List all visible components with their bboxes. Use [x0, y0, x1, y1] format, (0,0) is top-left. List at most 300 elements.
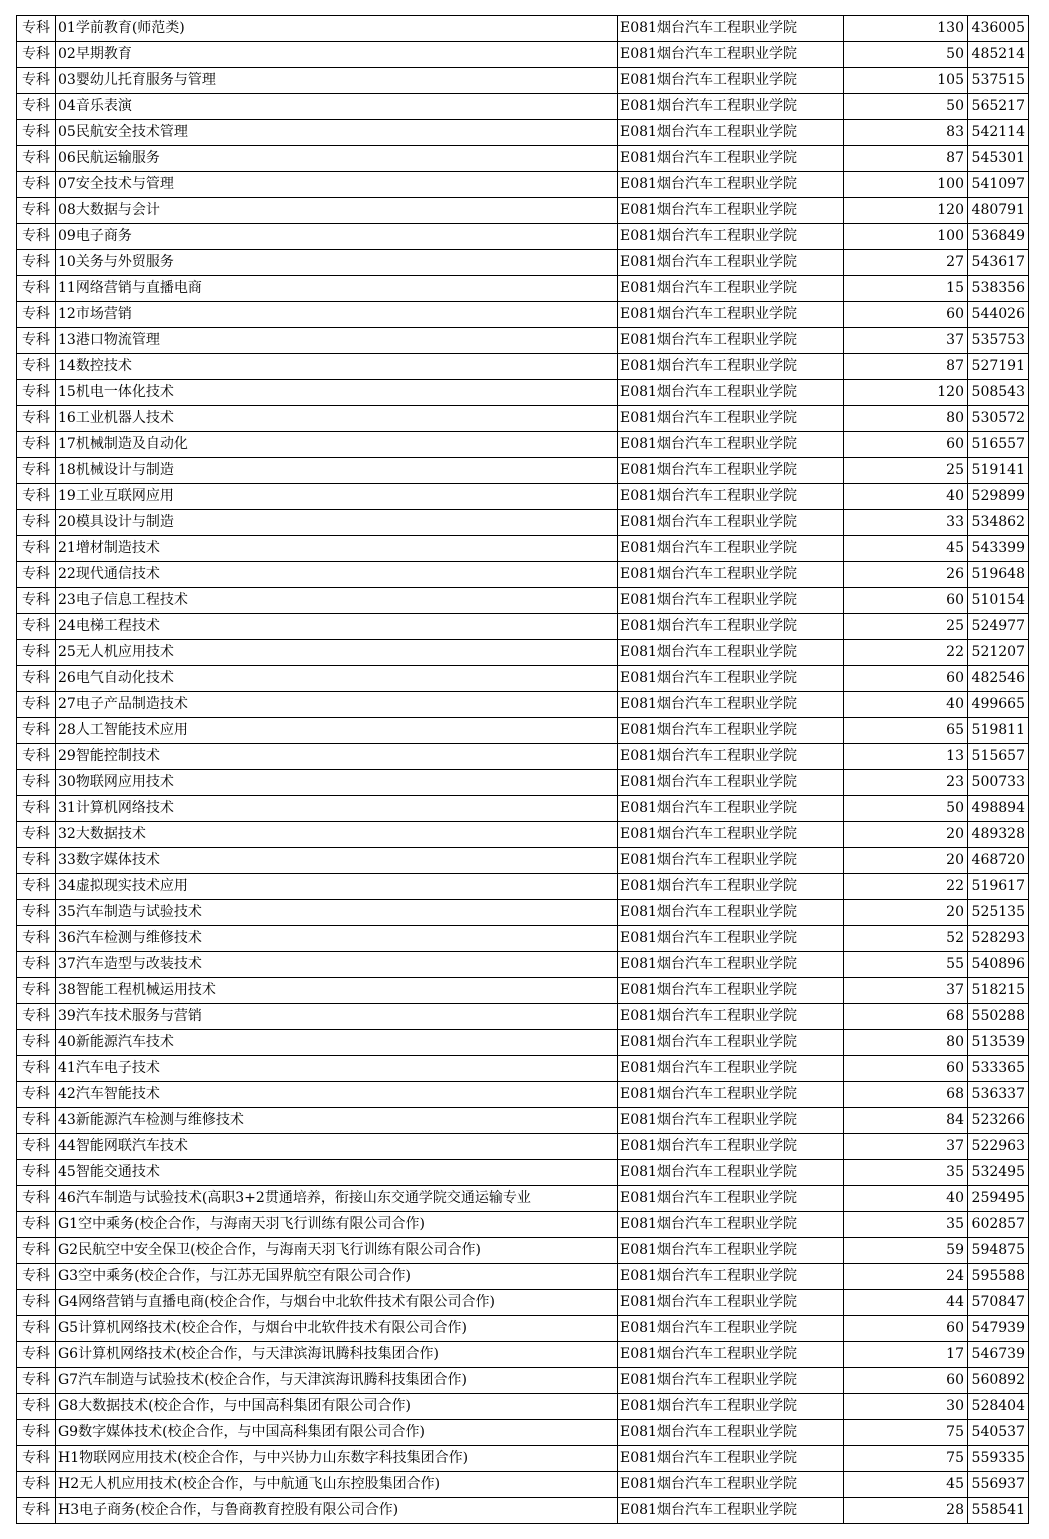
plan-count-cell: 52 — [844, 926, 968, 952]
plan-count-cell: 15 — [844, 276, 968, 302]
level-cell: 专科 — [17, 718, 56, 744]
table-row — [17, 562, 1029, 588]
school-cell: E081烟台汽车工程职业学院 — [618, 770, 844, 796]
table-row — [17, 1342, 1029, 1368]
major-cell: 25无人机应用技术 — [56, 640, 618, 666]
min-rank-cell: 540537 — [968, 1420, 1029, 1446]
min-rank-cell: 538356 — [968, 276, 1029, 302]
plan-count-cell: 27 — [844, 250, 968, 276]
plan-count-cell: 37 — [844, 978, 968, 1004]
school-cell: E081烟台汽车工程职业学院 — [618, 1290, 844, 1316]
major-cell: 18机械设计与制造 — [56, 458, 618, 484]
plan-count-cell: 100 — [844, 224, 968, 250]
min-rank-cell: 558541 — [968, 1498, 1029, 1524]
plan-count-cell: 60 — [844, 1368, 968, 1394]
major-cell: 46汽车制造与试验技术(高职3+2贯通培养，衔接山东交通学院交通运输专业 — [56, 1186, 618, 1212]
min-rank-cell: 519617 — [968, 874, 1029, 900]
major-cell: 39汽车技术服务与营销 — [56, 1004, 618, 1030]
table-row — [17, 42, 1029, 68]
table-row — [17, 848, 1029, 874]
level-cell: 专科 — [17, 978, 56, 1004]
major-cell: 42汽车智能技术 — [56, 1082, 618, 1108]
plan-count-cell: 84 — [844, 1108, 968, 1134]
table-row — [17, 926, 1029, 952]
school-cell: E081烟台汽车工程职业学院 — [618, 1446, 844, 1472]
school-cell: E081烟台汽车工程职业学院 — [618, 1264, 844, 1290]
min-rank-cell: 533365 — [968, 1056, 1029, 1082]
level-cell: 专科 — [17, 666, 56, 692]
min-rank-cell: 518215 — [968, 978, 1029, 1004]
table-row — [17, 354, 1029, 380]
level-cell: 专科 — [17, 1446, 56, 1472]
plan-count-cell: 20 — [844, 822, 968, 848]
major-cell: 33数字媒体技术 — [56, 848, 618, 874]
table-row — [17, 1082, 1029, 1108]
level-cell: 专科 — [17, 354, 56, 380]
major-cell: 22现代通信技术 — [56, 562, 618, 588]
school-cell: E081烟台汽车工程职业学院 — [618, 354, 844, 380]
table-row — [17, 484, 1029, 510]
table-row — [17, 1316, 1029, 1342]
plan-count-cell: 60 — [844, 1056, 968, 1082]
min-rank-cell: 543617 — [968, 250, 1029, 276]
major-cell: 20模具设计与制造 — [56, 510, 618, 536]
school-cell: E081烟台汽车工程职业学院 — [618, 666, 844, 692]
school-cell: E081烟台汽车工程职业学院 — [618, 1472, 844, 1498]
table-row — [17, 1290, 1029, 1316]
school-cell: E081烟台汽车工程职业学院 — [618, 276, 844, 302]
min-rank-cell: 595588 — [968, 1264, 1029, 1290]
major-cell: 03婴幼儿托育服务与管理 — [56, 68, 618, 94]
min-rank-cell: 523266 — [968, 1108, 1029, 1134]
plan-count-cell: 50 — [844, 796, 968, 822]
level-cell: 专科 — [17, 42, 56, 68]
plan-count-cell: 75 — [844, 1446, 968, 1472]
min-rank-cell: 530572 — [968, 406, 1029, 432]
level-cell: 专科 — [17, 458, 56, 484]
level-cell: 专科 — [17, 588, 56, 614]
level-cell: 专科 — [17, 1420, 56, 1446]
min-rank-cell: 525135 — [968, 900, 1029, 926]
min-rank-cell: 522963 — [968, 1134, 1029, 1160]
major-cell: 40新能源汽车技术 — [56, 1030, 618, 1056]
min-rank-cell: 560892 — [968, 1368, 1029, 1394]
plan-count-cell: 22 — [844, 874, 968, 900]
major-cell: 30物联网应用技术 — [56, 770, 618, 796]
major-cell: 29智能控制技术 — [56, 744, 618, 770]
plan-count-cell: 44 — [844, 1290, 968, 1316]
table-row — [17, 588, 1029, 614]
major-cell: G7汽车制造与试验技术(校企合作，与天津滨海讯腾科技集团合作) — [56, 1368, 618, 1394]
major-cell: G9数字媒体技术(校企合作，与中国高科集团有限公司合作) — [56, 1420, 618, 1446]
plan-count-cell: 100 — [844, 172, 968, 198]
table-row — [17, 68, 1029, 94]
min-rank-cell: 468720 — [968, 848, 1029, 874]
min-rank-cell: 532495 — [968, 1160, 1029, 1186]
table-row — [17, 120, 1029, 146]
min-rank-cell: 542114 — [968, 120, 1029, 146]
school-cell: E081烟台汽车工程职业学院 — [618, 484, 844, 510]
table-row — [17, 1186, 1029, 1212]
school-cell: E081烟台汽车工程职业学院 — [618, 302, 844, 328]
level-cell: 专科 — [17, 614, 56, 640]
plan-count-cell: 65 — [844, 718, 968, 744]
plan-count-cell: 40 — [844, 692, 968, 718]
school-cell: E081烟台汽车工程职业学院 — [618, 848, 844, 874]
school-cell: E081烟台汽车工程职业学院 — [618, 796, 844, 822]
table-row — [17, 406, 1029, 432]
school-cell: E081烟台汽车工程职业学院 — [618, 16, 844, 42]
level-cell: 专科 — [17, 1290, 56, 1316]
level-cell: 专科 — [17, 172, 56, 198]
level-cell: 专科 — [17, 874, 56, 900]
school-cell: E081烟台汽车工程职业学院 — [618, 822, 844, 848]
plan-count-cell: 80 — [844, 406, 968, 432]
school-cell: E081烟台汽车工程职业学院 — [618, 900, 844, 926]
school-cell: E081烟台汽车工程职业学院 — [618, 1082, 844, 1108]
level-cell: 专科 — [17, 432, 56, 458]
min-rank-cell: 570847 — [968, 1290, 1029, 1316]
level-cell: 专科 — [17, 484, 56, 510]
plan-count-cell: 75 — [844, 1420, 968, 1446]
school-cell: E081烟台汽车工程职业学院 — [618, 120, 844, 146]
plan-count-cell: 45 — [844, 536, 968, 562]
min-rank-cell: 544026 — [968, 302, 1029, 328]
level-cell: 专科 — [17, 198, 56, 224]
table-row — [17, 536, 1029, 562]
min-rank-cell: 602857 — [968, 1212, 1029, 1238]
table-row — [17, 1134, 1029, 1160]
table-row — [17, 1498, 1029, 1524]
major-cell: 17机械制造及自动化 — [56, 432, 618, 458]
level-cell: 专科 — [17, 406, 56, 432]
table-row — [17, 146, 1029, 172]
level-cell: 专科 — [17, 1238, 56, 1264]
plan-count-cell: 23 — [844, 770, 968, 796]
plan-count-cell: 60 — [844, 432, 968, 458]
table-row — [17, 978, 1029, 1004]
major-cell: G6计算机网络技术(校企合作，与天津滨海讯腾科技集团合作) — [56, 1342, 618, 1368]
school-cell: E081烟台汽车工程职业学院 — [618, 718, 844, 744]
major-cell: 07安全技术与管理 — [56, 172, 618, 198]
level-cell: 专科 — [17, 1264, 56, 1290]
major-cell: 26电气自动化技术 — [56, 666, 618, 692]
major-cell: 04音乐表演 — [56, 94, 618, 120]
school-cell: E081烟台汽车工程职业学院 — [618, 1420, 844, 1446]
plan-count-cell: 120 — [844, 380, 968, 406]
major-cell: G5计算机网络技术(校企合作，与烟台中北软件技术有限公司合作) — [56, 1316, 618, 1342]
min-rank-cell: 537515 — [968, 68, 1029, 94]
school-cell: E081烟台汽车工程职业学院 — [618, 1108, 844, 1134]
level-cell: 专科 — [17, 1134, 56, 1160]
level-cell: 专科 — [17, 822, 56, 848]
min-rank-cell: 515657 — [968, 744, 1029, 770]
level-cell: 专科 — [17, 16, 56, 42]
min-rank-cell: 550288 — [968, 1004, 1029, 1030]
plan-count-cell: 40 — [844, 484, 968, 510]
table-row — [17, 16, 1029, 42]
level-cell: 专科 — [17, 120, 56, 146]
min-rank-cell: 545301 — [968, 146, 1029, 172]
plan-count-cell: 50 — [844, 42, 968, 68]
min-rank-cell: 536849 — [968, 224, 1029, 250]
plan-count-cell: 83 — [844, 120, 968, 146]
min-rank-cell: 519811 — [968, 718, 1029, 744]
plan-count-cell: 55 — [844, 952, 968, 978]
major-cell: H3电子商务(校企合作，与鲁商教育控股有限公司合作) — [56, 1498, 618, 1524]
school-cell: E081烟台汽车工程职业学院 — [618, 1342, 844, 1368]
min-rank-cell: 524977 — [968, 614, 1029, 640]
level-cell: 专科 — [17, 68, 56, 94]
major-cell: 41汽车电子技术 — [56, 1056, 618, 1082]
min-rank-cell: 436005 — [968, 16, 1029, 42]
min-rank-cell: 565217 — [968, 94, 1029, 120]
table-row — [17, 666, 1029, 692]
min-rank-cell: 535753 — [968, 328, 1029, 354]
major-cell: 38智能工程机械运用技术 — [56, 978, 618, 1004]
table-row — [17, 1238, 1029, 1264]
major-cell: 37汽车造型与改装技术 — [56, 952, 618, 978]
school-cell: E081烟台汽车工程职业学院 — [618, 536, 844, 562]
school-cell: E081烟台汽车工程职业学院 — [618, 68, 844, 94]
level-cell: 专科 — [17, 692, 56, 718]
min-rank-cell: 547939 — [968, 1316, 1029, 1342]
level-cell: 专科 — [17, 1368, 56, 1394]
plan-count-cell: 20 — [844, 848, 968, 874]
table-row — [17, 1394, 1029, 1420]
table-row — [17, 458, 1029, 484]
min-rank-cell: 510154 — [968, 588, 1029, 614]
plan-count-cell: 25 — [844, 614, 968, 640]
table-row — [17, 1212, 1029, 1238]
school-cell: E081烟台汽车工程职业学院 — [618, 614, 844, 640]
plan-count-cell: 60 — [844, 1316, 968, 1342]
min-rank-cell: 513539 — [968, 1030, 1029, 1056]
major-cell: 32大数据技术 — [56, 822, 618, 848]
school-cell: E081烟台汽车工程职业学院 — [618, 406, 844, 432]
table-row — [17, 510, 1029, 536]
major-cell: H1物联网应用技术(校企合作，与中兴协力山东数字科技集团合作) — [56, 1446, 618, 1472]
min-rank-cell: 543399 — [968, 536, 1029, 562]
plan-count-cell: 35 — [844, 1160, 968, 1186]
table-row — [17, 1264, 1029, 1290]
level-cell: 专科 — [17, 1342, 56, 1368]
table-row — [17, 1420, 1029, 1446]
level-cell: 专科 — [17, 146, 56, 172]
table-row — [17, 380, 1029, 406]
min-rank-cell: 508543 — [968, 380, 1029, 406]
table-row — [17, 224, 1029, 250]
plan-count-cell: 60 — [844, 302, 968, 328]
table-row — [17, 250, 1029, 276]
plan-count-cell: 130 — [844, 16, 968, 42]
min-rank-cell: 529899 — [968, 484, 1029, 510]
level-cell: 专科 — [17, 380, 56, 406]
major-cell: H2无人机应用技术(校企合作，与中航通飞山东控股集团合作) — [56, 1472, 618, 1498]
table-row — [17, 1056, 1029, 1082]
plan-count-cell: 45 — [844, 1472, 968, 1498]
school-cell: E081烟台汽车工程职业学院 — [618, 198, 844, 224]
plan-count-cell: 87 — [844, 146, 968, 172]
level-cell: 专科 — [17, 744, 56, 770]
school-cell: E081烟台汽车工程职业学院 — [618, 380, 844, 406]
major-cell: 24电梯工程技术 — [56, 614, 618, 640]
major-cell: 45智能交通技术 — [56, 1160, 618, 1186]
plan-count-cell: 120 — [844, 198, 968, 224]
plan-count-cell: 80 — [844, 1030, 968, 1056]
school-cell: E081烟台汽车工程职业学院 — [618, 1212, 844, 1238]
min-rank-cell: 540896 — [968, 952, 1029, 978]
plan-count-cell: 30 — [844, 1394, 968, 1420]
level-cell: 专科 — [17, 1082, 56, 1108]
major-cell: 34虚拟现实技术应用 — [56, 874, 618, 900]
level-cell: 专科 — [17, 1472, 56, 1498]
major-cell: G3空中乘务(校企合作，与江苏无国界航空有限公司合作) — [56, 1264, 618, 1290]
major-cell: 27电子产品制造技术 — [56, 692, 618, 718]
level-cell: 专科 — [17, 1186, 56, 1212]
plan-count-cell: 60 — [844, 666, 968, 692]
major-cell: 11网络营销与直播电商 — [56, 276, 618, 302]
school-cell: E081烟台汽车工程职业学院 — [618, 978, 844, 1004]
major-cell: 13港口物流管理 — [56, 328, 618, 354]
school-cell: E081烟台汽车工程职业学院 — [618, 224, 844, 250]
school-cell: E081烟台汽车工程职业学院 — [618, 1056, 844, 1082]
level-cell: 专科 — [17, 848, 56, 874]
level-cell: 专科 — [17, 1212, 56, 1238]
plan-count-cell: 13 — [844, 744, 968, 770]
school-cell: E081烟台汽车工程职业学院 — [618, 1160, 844, 1186]
table-row — [17, 276, 1029, 302]
major-cell: G2民航空中安全保卫(校企合作，与海南天羽飞行训练有限公司合作) — [56, 1238, 618, 1264]
level-cell: 专科 — [17, 952, 56, 978]
level-cell: 专科 — [17, 562, 56, 588]
level-cell: 专科 — [17, 1160, 56, 1186]
plan-count-cell: 105 — [844, 68, 968, 94]
min-rank-cell: 521207 — [968, 640, 1029, 666]
table-row — [17, 744, 1029, 770]
level-cell: 专科 — [17, 1030, 56, 1056]
admission-table — [16, 15, 1029, 1524]
min-rank-cell: 534862 — [968, 510, 1029, 536]
min-rank-cell: 527191 — [968, 354, 1029, 380]
school-cell: E081烟台汽车工程职业学院 — [618, 874, 844, 900]
school-cell: E081烟台汽车工程职业学院 — [618, 94, 844, 120]
min-rank-cell: 519648 — [968, 562, 1029, 588]
school-cell: E081烟台汽车工程职业学院 — [618, 640, 844, 666]
major-cell: 21增材制造技术 — [56, 536, 618, 562]
plan-count-cell: 33 — [844, 510, 968, 536]
level-cell: 专科 — [17, 1316, 56, 1342]
min-rank-cell: 528404 — [968, 1394, 1029, 1420]
table-row — [17, 952, 1029, 978]
min-rank-cell: 556937 — [968, 1472, 1029, 1498]
table-row — [17, 1108, 1029, 1134]
plan-count-cell: 50 — [844, 94, 968, 120]
level-cell: 专科 — [17, 1394, 56, 1420]
table-row — [17, 198, 1029, 224]
level-cell: 专科 — [17, 224, 56, 250]
plan-count-cell: 68 — [844, 1082, 968, 1108]
level-cell: 专科 — [17, 796, 56, 822]
min-rank-cell: 259495 — [968, 1186, 1029, 1212]
major-cell: 43新能源汽车检测与维修技术 — [56, 1108, 618, 1134]
plan-count-cell: 59 — [844, 1238, 968, 1264]
major-cell: 08大数据与会计 — [56, 198, 618, 224]
school-cell: E081烟台汽车工程职业学院 — [618, 952, 844, 978]
table-row — [17, 718, 1029, 744]
school-cell: E081烟台汽车工程职业学院 — [618, 744, 844, 770]
table-row — [17, 1446, 1029, 1472]
min-rank-cell: 489328 — [968, 822, 1029, 848]
major-cell: 05民航安全技术管理 — [56, 120, 618, 146]
major-cell: 44智能网联汽车技术 — [56, 1134, 618, 1160]
table-row — [17, 328, 1029, 354]
level-cell: 专科 — [17, 94, 56, 120]
school-cell: E081烟台汽车工程职业学院 — [618, 42, 844, 68]
level-cell: 专科 — [17, 900, 56, 926]
plan-count-cell: 26 — [844, 562, 968, 588]
major-cell: 16工业机器人技术 — [56, 406, 618, 432]
level-cell: 专科 — [17, 250, 56, 276]
major-cell: 14数控技术 — [56, 354, 618, 380]
plan-count-cell: 40 — [844, 1186, 968, 1212]
major-cell: 19工业互联网应用 — [56, 484, 618, 510]
plan-count-cell: 35 — [844, 1212, 968, 1238]
table-row — [17, 94, 1029, 120]
school-cell: E081烟台汽车工程职业学院 — [618, 510, 844, 536]
min-rank-cell: 500733 — [968, 770, 1029, 796]
plan-count-cell: 24 — [844, 1264, 968, 1290]
table-row — [17, 796, 1029, 822]
school-cell: E081烟台汽车工程职业学院 — [618, 562, 844, 588]
level-cell: 专科 — [17, 770, 56, 796]
level-cell: 专科 — [17, 926, 56, 952]
table-row — [17, 1030, 1029, 1056]
school-cell: E081烟台汽车工程职业学院 — [618, 172, 844, 198]
plan-count-cell: 25 — [844, 458, 968, 484]
major-cell: 06民航运输服务 — [56, 146, 618, 172]
min-rank-cell: 499665 — [968, 692, 1029, 718]
level-cell: 专科 — [17, 640, 56, 666]
plan-count-cell: 37 — [844, 328, 968, 354]
plan-count-cell: 87 — [844, 354, 968, 380]
level-cell: 专科 — [17, 1498, 56, 1524]
min-rank-cell: 546739 — [968, 1342, 1029, 1368]
major-cell: G1空中乘务(校企合作，与海南天羽飞行训练有限公司合作) — [56, 1212, 618, 1238]
table-row — [17, 770, 1029, 796]
min-rank-cell: 485214 — [968, 42, 1029, 68]
school-cell: E081烟台汽车工程职业学院 — [618, 146, 844, 172]
school-cell: E081烟台汽车工程职业学院 — [618, 1394, 844, 1420]
level-cell: 专科 — [17, 1108, 56, 1134]
school-cell: E081烟台汽车工程职业学院 — [618, 458, 844, 484]
plan-count-cell: 17 — [844, 1342, 968, 1368]
table-row — [17, 432, 1029, 458]
major-cell: 35汽车制造与试验技术 — [56, 900, 618, 926]
school-cell: E081烟台汽车工程职业学院 — [618, 328, 844, 354]
min-rank-cell: 480791 — [968, 198, 1029, 224]
major-cell: 10关务与外贸服务 — [56, 250, 618, 276]
min-rank-cell: 541097 — [968, 172, 1029, 198]
school-cell: E081烟台汽车工程职业学院 — [618, 1030, 844, 1056]
min-rank-cell: 594875 — [968, 1238, 1029, 1264]
school-cell: E081烟台汽车工程职业学院 — [618, 1238, 844, 1264]
school-cell: E081烟台汽车工程职业学院 — [618, 1186, 844, 1212]
plan-count-cell: 28 — [844, 1498, 968, 1524]
school-cell: E081烟台汽车工程职业学院 — [618, 588, 844, 614]
major-cell: 36汽车检测与维修技术 — [56, 926, 618, 952]
plan-count-cell: 60 — [844, 588, 968, 614]
